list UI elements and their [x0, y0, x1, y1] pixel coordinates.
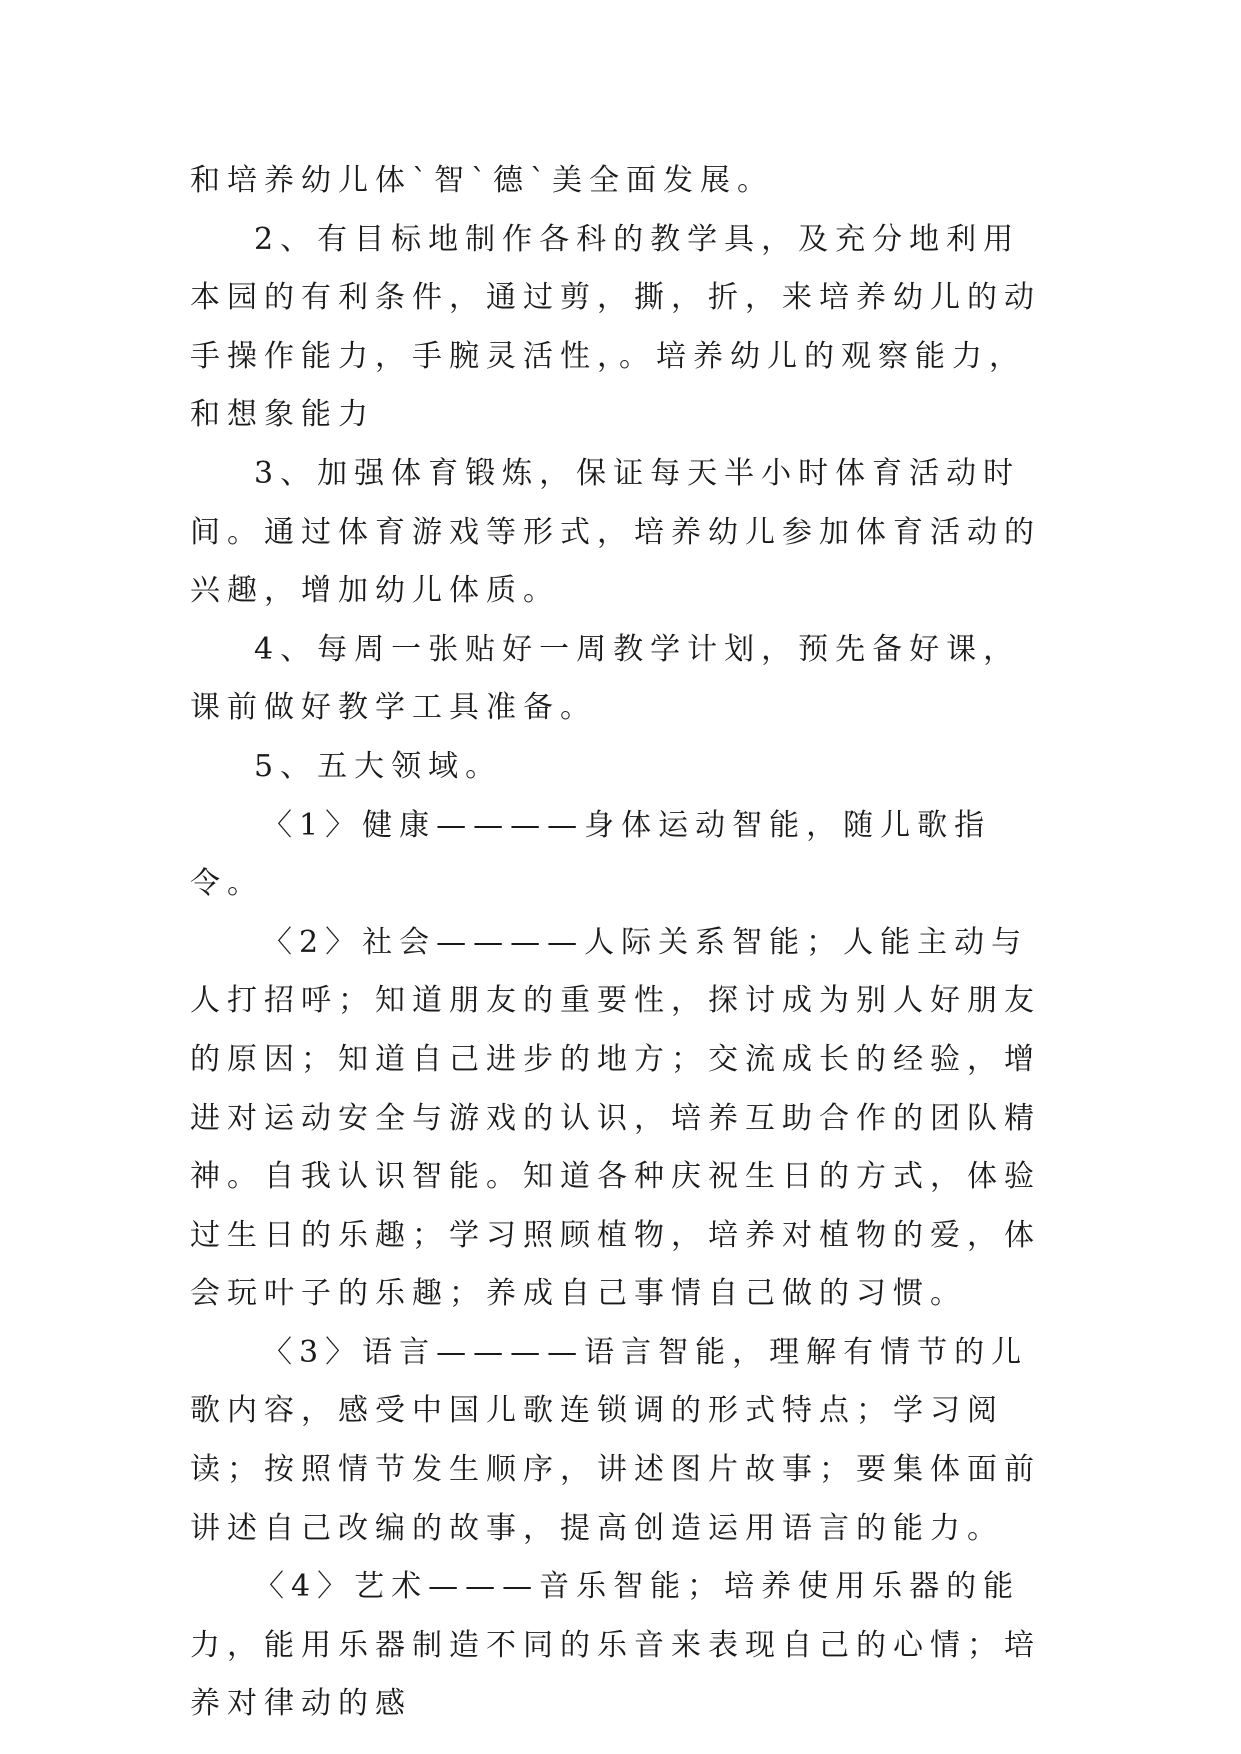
- paragraph-goal-2: 2、有目标地制作各科的教学具，及充分地利用本园的有利条件，通过剪，撕，折，来培养幼儿的动手操作能力，手腕灵活性，。培养幼儿的观察能力，和想象能力: [190, 221, 1041, 433]
- document-body: [190, 152, 1050, 1734]
- paragraph-domain-society: 〈2〉社会————人际关系智能；人能主动与人打招呼；知道朋友的重要性，探讨成为别人好朋友的原因；知道自己进步的地方；交流成长的经验，增进对运动安全与游戏的认识，培养互助合作的团队精神。自我认识智能。知道各种庆祝生日的方式，体验过生日的乐趣；学习照顾植物，培养对植物的爱，体会玩叶子的乐趣；养成自己事情自己做的习惯。: [190, 924, 1041, 1312]
- paragraph-goal-1-continued: 和培养幼儿体`智`德`美全面发展。: [190, 163, 774, 198]
- paragraph-domain-art: 〈4〉艺术———音乐智能；培养使用乐器的能力，能用乐器制造不同的乐音来表现自己的心情；培养对律动的感: [190, 1569, 1041, 1722]
- paragraph-goal-4: 4、每周一张贴好一周教学计划，预先备好课，课前做好教学工具准备。: [190, 631, 1021, 726]
- paragraph-goal-5: 5、五大领域。: [254, 748, 503, 784]
- paragraph-domain-health: 〈1〉健康————身体运动智能，随儿歌指令。: [190, 807, 992, 902]
- paragraph-domain-language: 〈3〉语言————语言智能，理解有情节的儿歌内容，感受中国儿歌连锁调的形式特点；学习阅读；按照情节发生顺序，讲述图片故事；要集体面前讲述自己改编的故事，提高创造运用语言的能力。: [190, 1334, 1041, 1546]
- paragraph-goal-3: 3、加强体育锻炼，保证每天半小时体育活动时间。通过体育游戏等形式，培养幼儿参加体育活动的兴趣，增加幼儿体质。: [190, 455, 1041, 609]
